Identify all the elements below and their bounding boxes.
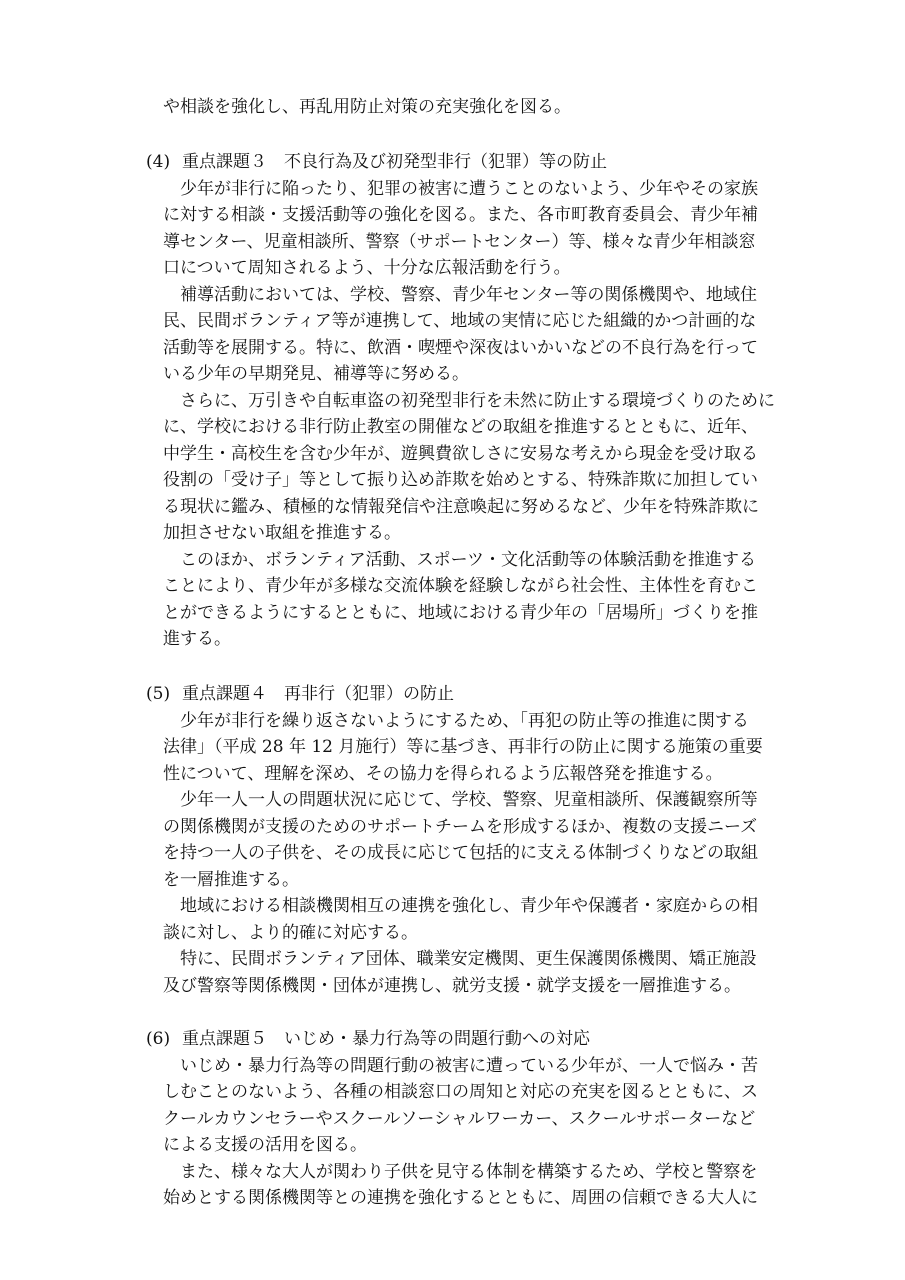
body-line: このほか、ボランティア活動、スポーツ・文化活動等の体験活動を推進する bbox=[163, 550, 756, 570]
body-line: を一層推進する。 bbox=[163, 870, 299, 890]
section-heading-5 bbox=[146, 683, 454, 705]
body-line: とができるようにするとともに、地域における青少年の「居場所」づくりを推 bbox=[163, 603, 758, 623]
body-line: 導センター、児童相談所、警察（サポートセンター）等、様々な青少年相談窓 bbox=[163, 232, 756, 252]
body-line: に、学校における非行防止教室の開催などの取組を推進するとともに、近年、 bbox=[163, 417, 758, 437]
body-line: さらに、万引きや自転車盗の初発型非行を未然に防止する環境づくりのために bbox=[163, 391, 775, 411]
body-line: クールカウンセラーやスクールソーシャルワーカー、スクールサポーターなど bbox=[163, 1109, 756, 1129]
body-line: る現状に鑑み、積極的な情報発信や注意喚起に努めるなど、少年を特殊詐欺に bbox=[163, 497, 760, 517]
body-line: 中学生・高校生を含む少年が、遊興費欲しさに安易な考えから現金を受け取る bbox=[163, 444, 758, 464]
body-line: 地域における相談機関相互の連携を強化し、青少年や保護者・家庭からの相 bbox=[163, 896, 758, 916]
body-line: 補導活動においては、学校、警察、青少年センター等の関係機関や、地域住 bbox=[163, 285, 757, 305]
body-line: 少年が非行を繰り返さないようにするため、「再犯の防止等の推進に関する bbox=[163, 711, 749, 731]
body-line: 加担させない取組を推進する。 bbox=[163, 523, 401, 543]
body-line: の関係機関が支援のためのサポートチームを形成するほか、複数の支援ニーズ bbox=[163, 817, 758, 837]
body-line: 進する。 bbox=[163, 629, 231, 649]
body-line: 法律」（平成 28 年 12 月施行）等に基づき、再非行の防止に関する施策の重要 bbox=[163, 737, 763, 757]
body-line: 少年が非行に陥ったり、犯罪の被害に遭うことのないよう、少年やその家族 bbox=[163, 179, 758, 199]
section-heading-4 bbox=[146, 151, 607, 173]
body-line: 少年一人一人の問題状況に応じて、学校、警察、児童相談所、保護観察所等 bbox=[163, 790, 758, 810]
body-line: 役割の「受け子」等として振り込め詐欺を始めとする、特殊詐欺に加担してい bbox=[163, 470, 758, 490]
body-line: による支援の活用を図る。 bbox=[163, 1135, 367, 1155]
body-line: 性について、理解を深め、その協力を得られるよう広報啓発を推進する。 bbox=[163, 764, 723, 784]
section-number: (5) bbox=[146, 684, 171, 704]
body-line: 活動等を展開する。特に、飲酒・喫煙や深夜はいかいなどの不良行為を行って bbox=[163, 338, 758, 358]
section-title: 重点課題３ 不良行為及び初発型非行（犯罪）等の防止 bbox=[182, 152, 607, 172]
body-line: 始めとする関係機関等との連携を強化するとともに、周囲の信頼できる大人に bbox=[163, 1188, 758, 1208]
section-title: 重点課題５ いじめ・暴力行為等の問題行動への対応 bbox=[182, 1029, 590, 1049]
intro-line: や相談を強化し、再乱用防止対策の充実強化を図る。 bbox=[163, 97, 571, 117]
body-line: 談に対し、より的確に対応する。 bbox=[163, 923, 418, 943]
section-number: (6) bbox=[146, 1029, 171, 1049]
body-line: を持つ一人の子供を、その成長に応じて包括的に支える体制づくりなどの取組 bbox=[163, 843, 758, 863]
section-number: (4) bbox=[146, 152, 171, 172]
body-line: 特に、民間ボランティア団体、職業安定機関、更生保護関係機関、矯正施設 bbox=[163, 949, 757, 969]
section-title: 重点課題４ 再非行（犯罪）の防止 bbox=[182, 684, 454, 704]
section-heading-6 bbox=[146, 1028, 590, 1050]
body-line: に対する相談・支援活動等の強化を図る。また、各市町教育委員会、青少年補 bbox=[163, 205, 758, 225]
body-line: しむことのないよう、各種の相談窓口の周知と対応の充実を図るとともに、ス bbox=[163, 1082, 758, 1102]
body-line: 口について周知されるよう、十分な広報活動を行う。 bbox=[163, 258, 571, 278]
body-line: ことにより、青少年が多様な交流体験を経験しながら社会性、主体性を育むこ bbox=[163, 576, 758, 596]
body-line: 及び警察等関係機関・団体が連携し、就労支援・就学支援を一層推進する。 bbox=[163, 976, 741, 996]
body-line: いる少年の早期発見、補導等に努める。 bbox=[163, 364, 469, 384]
body-line: また、様々な大人が関わり子供を見守る体制を構築するため、学校と警察を bbox=[163, 1162, 758, 1182]
body-line: 民、民間ボランティア等が連携して、地域の実情に応じた組織的かつ計画的な bbox=[163, 311, 757, 331]
body-line: いじめ・暴力行為等の問題行動の被害に遭っている少年が、一人で悩み・苦 bbox=[163, 1056, 758, 1076]
